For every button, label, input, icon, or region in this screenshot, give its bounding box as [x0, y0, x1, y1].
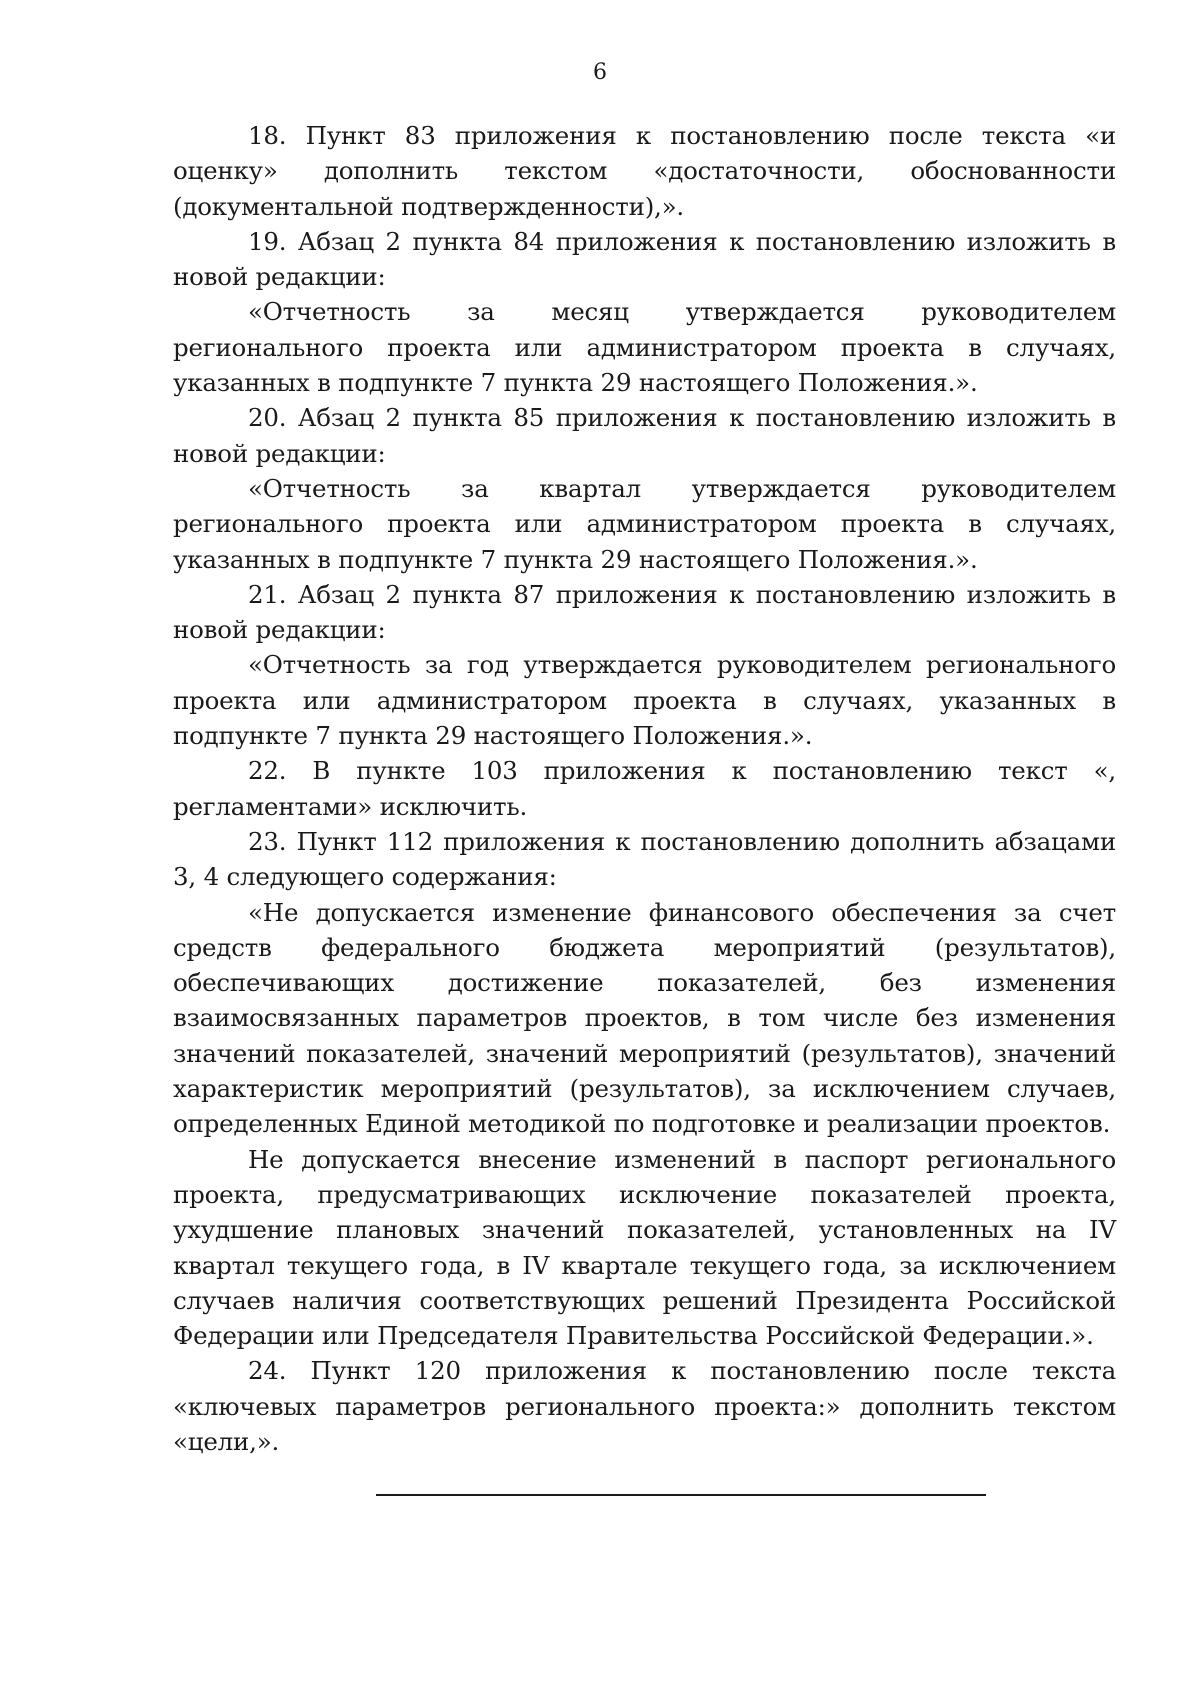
- paragraph-item-23: 23. Пункт 112 приложения к постановлению дополнить абзацами 3, 4 следующего содержания:: [173, 826, 1116, 892]
- document-body: [173, 118, 1116, 1459]
- page-number: 6: [593, 60, 607, 85]
- paragraph-item-19: 19. Абзац 2 пункта 84 приложения к постановлению изложить в новой редакции:: [173, 226, 1116, 292]
- paragraph-quote-112-3: «Не допускается изменение финансового обеспечения за счет средств федерального бюджета мероприятий (результатов), обеспечивающих достижение показателей, без изменения взаимосвязанных параметров проектов, в том числе без изменения значений показателей, значений мероприятий (результатов), значений характеристик мероприятий (результатов), за исключением случаев, определенных Единой методикой по подготовке и реализации проектов.: [173, 897, 1116, 1139]
- paragraph-item-24: 24. Пункт 120 приложения к постановлению после текста «ключевых параметров регионального проекта:» дополнить текстом «цели,».: [173, 1356, 1116, 1456]
- paragraph-item-18: 18. Пункт 83 приложения к постановлению после текста «и оценку» дополнить текстом «достаточности, обоснованности (документальной подтвержденности),».: [173, 121, 1116, 221]
- paragraph-item-21: 21. Абзац 2 пункта 87 приложения к постановлению изложить в новой редакции:: [173, 579, 1116, 645]
- paragraph-quote-112-4: Не допускается внесение изменений в паспорт регионального проекта, предусматривающих исключение показателей проекта, ухудшение плановых значений показателей, установленных на IV квартал текущего года, в IV квартале текущего года, за исключением случаев наличия соответствующих решений Президента Российской Федерации или Председателя Правительства Российской Федерации.».: [173, 1144, 1116, 1351]
- paragraph-item-20: 20. Абзац 2 пункта 85 приложения к постановлению изложить в новой редакции:: [173, 403, 1116, 468]
- paragraph-quote-87: «Отчетность за год утверждается руководителем регионального проекта или администратором проекта в случаях, указанных в подпункте 7 пункта 29 настоящего Положения.».: [173, 650, 1116, 751]
- end-divider: [376, 1494, 986, 1496]
- paragraph-quote-84: «Отчетность за месяц утверждается руководителем регионального проекта или администратором проекта в случаях, указанных в подпункте 7 пункта 29 настоящего Положения.».: [173, 297, 1116, 398]
- paragraph-item-22: 22. В пункте 103 приложения к постановлению текст «, регламентами» исключить.: [173, 756, 1116, 821]
- paragraph-quote-85: «Отчетность за квартал утверждается руководителем регионального проекта или администратором проекта в случаях, указанных в подпункте 7 пункта 29 настоящего Положения.».: [173, 473, 1116, 574]
